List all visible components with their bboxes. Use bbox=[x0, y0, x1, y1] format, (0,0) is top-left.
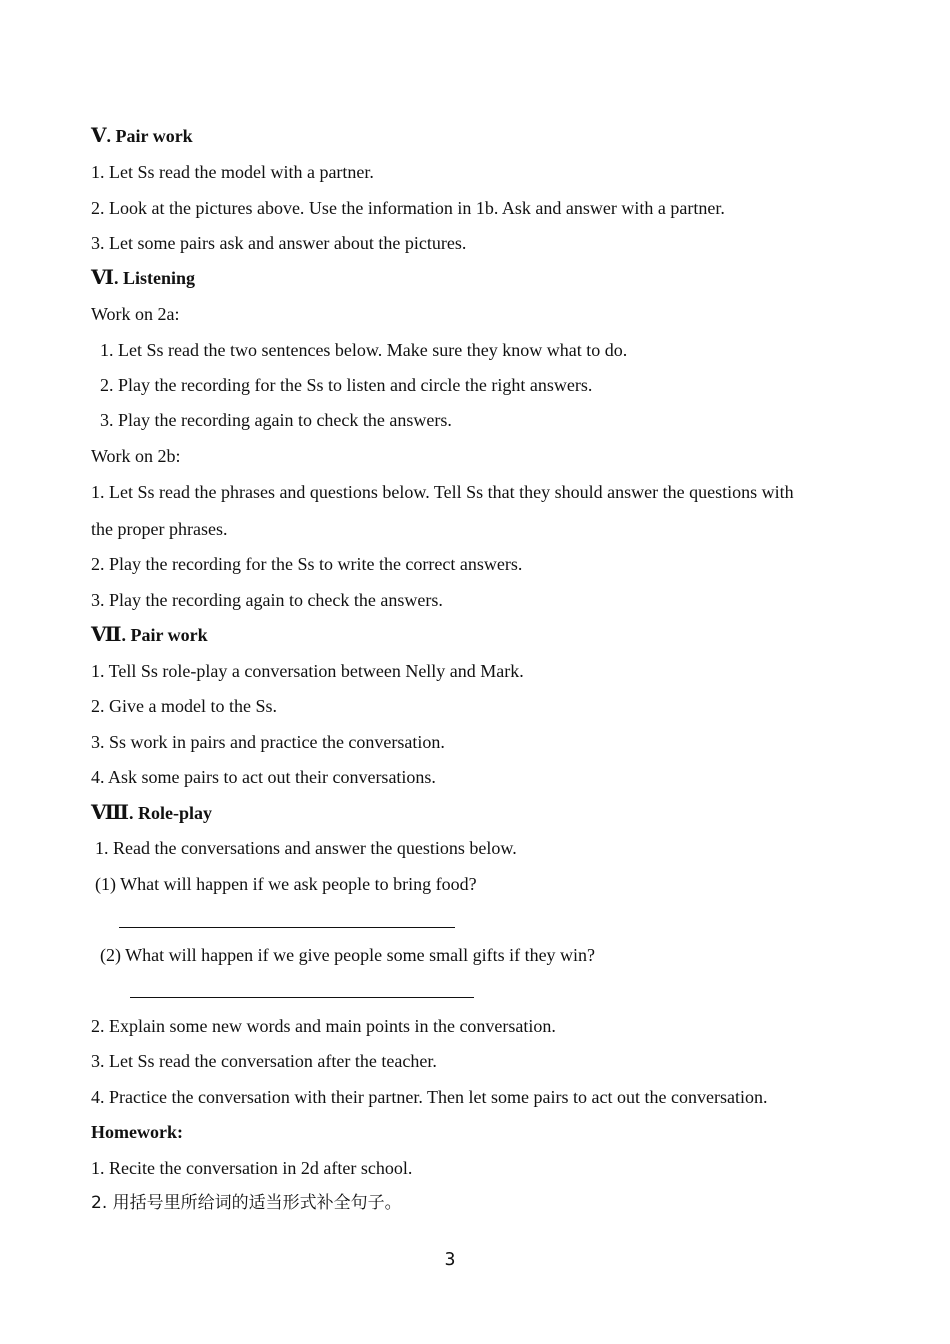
section-heading-pair-work bbox=[91, 624, 208, 646]
list-item: 1. Let Ss read the model with a partner. bbox=[91, 162, 374, 182]
subsection-label: Work on 2a: bbox=[91, 304, 180, 324]
list-item: 2. Play the recording for the Ss to write the correct answers. bbox=[91, 554, 523, 574]
list-item: 1. Let Ss read the phrases and questions below. Tell Ss that they should answer the questions with bbox=[91, 482, 794, 502]
list-item: 2. Look at the pictures above. Use the information in 1b. Ask and answer with a partner. bbox=[91, 198, 725, 218]
list-item: 2. Explain some new words and main points in the conversation. bbox=[91, 1016, 556, 1036]
question-1: (1) What will happen if we ask people to bring food? bbox=[95, 874, 477, 894]
list-item: 1. Tell Ss role-play a conversation between Nelly and Mark. bbox=[91, 661, 524, 681]
list-item: 1. Recite the conversation in 2d after school. bbox=[91, 1158, 413, 1178]
section-numeral: Ⅴ bbox=[91, 125, 107, 147]
section-title: . Pair work bbox=[121, 625, 208, 645]
section-numeral: Ⅷ bbox=[91, 802, 129, 824]
list-item: 3. Ss work in pairs and practice the conversation. bbox=[91, 732, 445, 752]
homework-heading: Homework: bbox=[91, 1122, 183, 1142]
section-title: . Listening bbox=[114, 268, 196, 288]
list-item: 4. Ask some pairs to act out their conversations. bbox=[91, 767, 436, 787]
subsection-label: Work on 2b: bbox=[91, 446, 181, 466]
list-item: 3. Play the recording again to check the answers. bbox=[91, 590, 443, 610]
list-item: 4. Practice the conversation with their partner. Then let some pairs to act out the conversation. bbox=[91, 1087, 768, 1107]
list-item: 3. Let some pairs ask and answer about the pictures. bbox=[91, 233, 467, 253]
list-item: 3. Play the recording again to check the answers. bbox=[100, 410, 452, 430]
section-numeral: Ⅶ bbox=[91, 624, 122, 646]
page-number: 3 bbox=[444, 1249, 456, 1270]
question-2: (2) What will happen if we give people some small gifts if they win? bbox=[100, 945, 596, 965]
section-heading-role-play bbox=[91, 802, 212, 824]
section-heading-listening bbox=[91, 267, 195, 289]
list-item-continued: the proper phrases. bbox=[91, 519, 228, 539]
list-item: 2. Give a model to the Ss. bbox=[91, 696, 277, 716]
list-item: 2. 用括号里所给词的适当形式补全句子。 bbox=[91, 1193, 402, 1213]
section-title: . Pair work bbox=[106, 126, 193, 146]
answer-blank-1 bbox=[119, 927, 455, 928]
list-item: 3. Let Ss read the conversation after the teacher. bbox=[91, 1051, 437, 1071]
list-item: 2. Play the recording for the Ss to listen and circle the right answers. bbox=[100, 375, 593, 395]
answer-blank-2 bbox=[130, 997, 474, 998]
section-numeral: Ⅵ bbox=[91, 267, 114, 289]
list-item: 1. Let Ss read the two sentences below. Make sure they know what to do. bbox=[100, 340, 628, 360]
section-heading-pair-work bbox=[91, 125, 193, 147]
list-item: 1. Read the conversations and answer the questions below. bbox=[95, 838, 517, 858]
section-title: . Role-play bbox=[129, 803, 212, 823]
